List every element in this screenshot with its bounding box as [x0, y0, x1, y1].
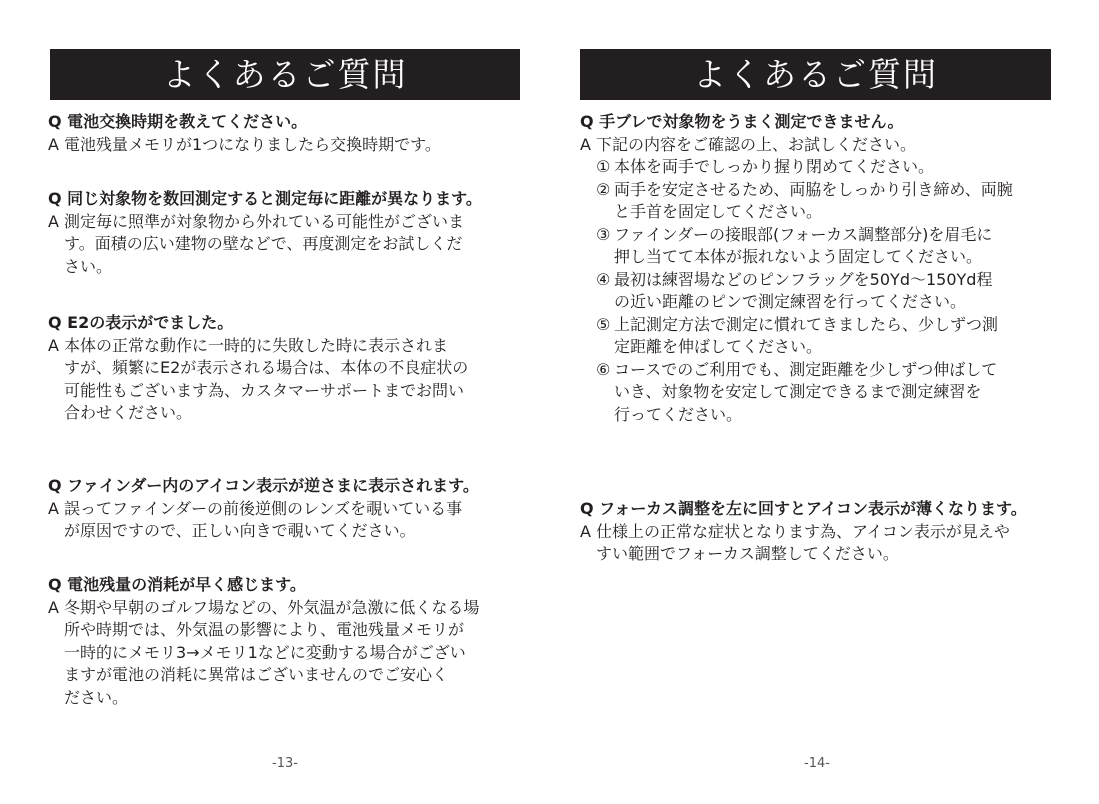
answer-mark: A [48, 211, 59, 231]
answer-mark: A [580, 134, 591, 154]
list-line: 行ってください。 [614, 404, 743, 424]
answer-line: 電池残量メモリが1つになりましたら交換時期です。 [64, 134, 441, 154]
answer [48, 134, 526, 157]
list-line: と手首を固定してください。 [614, 202, 823, 221]
list-item [596, 359, 1058, 427]
answer [48, 498, 526, 543]
answer-line: 所や時期では、外気温の影響により、電池残量メモリが [64, 620, 465, 639]
answer-mark: A [48, 335, 59, 355]
list-line: 最初は練習場などのピンフラッグを50Yd～150Yd程 [614, 269, 993, 289]
list-item [596, 314, 1058, 359]
answer [580, 521, 1058, 566]
list-number: ② [596, 179, 611, 199]
answer-line: さい。 [64, 256, 113, 276]
faq-item [48, 111, 526, 156]
list-line: コースでのご利用でも、測定距離を少しずつ伸ばして [614, 359, 998, 379]
answer-line: 合わせください。 [64, 403, 193, 422]
question: Q フォーカス調整を左に回すとアイコン表示が薄くなります。 [580, 499, 1027, 518]
page-header: よくあるご質問 [580, 49, 1051, 100]
answer [580, 134, 1058, 427]
list-item [596, 269, 1058, 314]
page-number: -13- [272, 756, 298, 771]
list-line: の近い距離のピンで測定練習を行ってください。 [614, 292, 967, 311]
answer-line: 測定毎に照準が対象物から外れている可能性がございま [64, 211, 465, 231]
answer-line: す。面積の広い建物の壁などで、再度測定をお試しくだ [64, 234, 463, 253]
list-line: 押し当てて本体が振れないよう固定してください。 [614, 247, 983, 266]
list-number: ⑥ [596, 359, 611, 379]
page-header: よくあるご質問 [50, 49, 520, 100]
answer-intro: 下記の内容をご確認の上、お試しください。 [596, 134, 917, 154]
answer-line: ますが電池の消耗に異常はございませんのでご安心く [64, 665, 449, 684]
list-number: ④ [596, 269, 611, 289]
answer-line: ださい。 [64, 687, 129, 707]
answer [48, 211, 526, 279]
answer-line: が原因ですので、正しい向きで覗いてください。 [64, 521, 416, 540]
page-number: -14- [804, 756, 830, 771]
list-number: ③ [596, 224, 611, 244]
answer [48, 597, 526, 710]
list-number: ① [596, 157, 611, 176]
list-number: ⑤ [596, 314, 611, 334]
answer-line: 可能性もございます為、カスタマーサポートまでお問い [64, 380, 465, 400]
list-line: 両手を安定させるため、両脇をしっかり引き締め、両腕 [614, 179, 1013, 199]
list-item [596, 179, 1058, 224]
question: Q 電池残量の消耗が早く感じます。 [48, 575, 306, 594]
question: Q 電池交換時期を教えてください。 [48, 112, 308, 131]
question: Q 手ブレで対象物をうまく測定できません。 [580, 112, 904, 131]
list-line: いき、対象物を安定して測定できるまで測定練習を [614, 382, 982, 401]
faq-item [48, 312, 526, 425]
list-item [596, 156, 1058, 179]
list-line: 本体を両手でしっかり握り閉めてください。 [614, 157, 935, 176]
answer-line: 本体の正常な動作に一時的に失敗した時に表示されま [64, 335, 449, 355]
answer-line: 一時的にメモリ3→メモリ1などに変動する場合がござい [64, 642, 466, 662]
faq-item [580, 111, 1058, 426]
left-page [0, 0, 549, 804]
answer-line: すが、頻繁にE2が表示される場合は、本体の不良症状の [64, 358, 469, 377]
answer-mark: A [48, 597, 59, 617]
right-page [549, 0, 1099, 804]
faq-item [580, 498, 1058, 566]
question: Q 同じ対象物を数回測定すると測定毎に距離が異なります。 [48, 189, 482, 208]
faq-item [48, 475, 526, 543]
faq-item [48, 574, 526, 709]
answer [48, 335, 526, 425]
list-line: ファインダーの接眼部(フォーカス調整部分)を眉毛に [614, 224, 993, 244]
answer-mark: A [48, 134, 59, 154]
answer-mark: A [580, 521, 591, 541]
list-line: 上記測定方法で測定に慣れてきましたら、少しずつ測 [614, 314, 999, 334]
question: Q E2の表示がでました。 [48, 313, 234, 332]
answer-line: すい範囲でフォーカス調整してください。 [596, 544, 899, 563]
list-line: 定距離を伸ばしてください。 [614, 337, 823, 356]
list-item [596, 224, 1058, 269]
answer-mark: A [48, 498, 59, 518]
answer-line: 仕様上の正常な症状となります為、アイコン表示が見えや [596, 521, 1010, 541]
question: Q ファインダー内のアイコン表示が逆さまに表示されます。 [48, 476, 479, 495]
answer-line: 冬期や早朝のゴルフ場などの、外気温が急激に低くなる場 [64, 597, 480, 617]
answer-line: 誤ってファインダーの前後逆側のレンズを覗いている事 [64, 498, 463, 518]
faq-item [48, 188, 526, 278]
